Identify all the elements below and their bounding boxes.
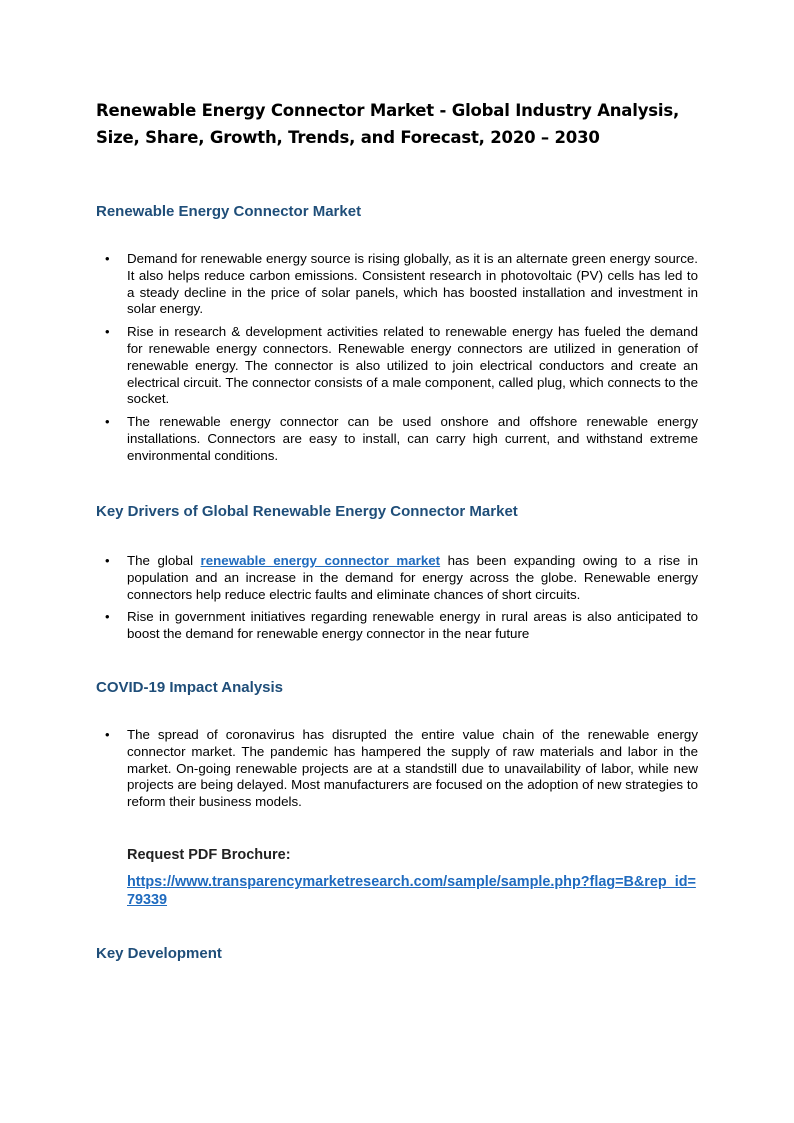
brochure-label: Request PDF Brochure: — [127, 847, 291, 863]
list-item — [96, 553, 698, 603]
list-item — [96, 414, 698, 464]
bullet-icon: • — [105, 324, 110, 340]
market-report-link[interactable]: renewable energy connector market — [200, 553, 441, 568]
list-item — [96, 251, 698, 318]
list-item — [96, 609, 698, 643]
brochure-link[interactable]: https://www.transparencymarketresearch.com/sample/sample.php?flag=B&rep_id=79339 — [127, 874, 696, 908]
document-title: Renewable Energy Connector Market - Global Industry Analysis, Size, Share, Growth, Trends, and Forecast, 2020 – 2030 — [96, 101, 680, 147]
bullet-text-prefix: The global — [127, 553, 201, 568]
bullet-text: The renewable energy connector can be used onshore and offshore renewable energy installations. Connectors are easy to install, can carry high current, and withstand extreme environmental conditions. — [127, 414, 698, 463]
bullet-text: Rise in government initiatives regarding renewable energy in rural areas is also anticipated to boost the demand for renewable energy connector in the near future — [127, 609, 698, 642]
section-heading-drivers: Key Drivers of Global Renewable Energy Connector Market — [96, 503, 518, 520]
overview-bullet-list — [96, 251, 698, 471]
bullet-text-suffix: has been expanding owing to a rise in population and an increase in the demand for energy across the globe. Renewable energy connectors help reduce electric faults and eliminate chances of short circuits. — [127, 553, 698, 602]
bullet-icon: • — [105, 609, 110, 625]
section-heading-overview: Renewable Energy Connector Market — [96, 203, 362, 220]
bullet-text: Rise in research & development activities related to renewable energy has fueled the demand for renewable energy connectors. Renewable energy connectors are utilized in generation of renewable energy. The connector is also utilized to join electrical conductors and create an electrical circuit. The connector consists of a male component, called plug, which connects to the socket. — [127, 324, 698, 407]
list-item — [96, 727, 698, 811]
bullet-icon: • — [105, 727, 110, 742]
section-heading-development: Key Development — [96, 945, 222, 962]
bullet-text: The spread of coronavirus has disrupted the entire value chain of the renewable energy connector market. The pandemic has hampered the supply of raw materials and labor in the market. On-going renewable projects are at a standstill due to unavailability of labor, while new projects are being delayed. Most manufacturers are focused on the adoption of new strategies to reform their business models. — [127, 727, 698, 810]
bullet-icon: • — [105, 414, 110, 430]
section-heading-covid: COVID-19 Impact Analysis — [96, 679, 284, 696]
bullet-icon: • — [105, 251, 110, 266]
drivers-bullet-list — [96, 553, 698, 649]
list-item — [96, 324, 698, 408]
covid-bullet-list — [96, 727, 698, 817]
bullet-icon: • — [105, 553, 110, 568]
bullet-text: Demand for renewable energy source is rising globally, as it is an alternate green energy source. It also helps reduce carbon emissions. Consistent research in photovoltaic (PV) cells has led to a steady decline in the price of solar panels, which has boosted installation and investment in solar energy. — [127, 251, 698, 317]
